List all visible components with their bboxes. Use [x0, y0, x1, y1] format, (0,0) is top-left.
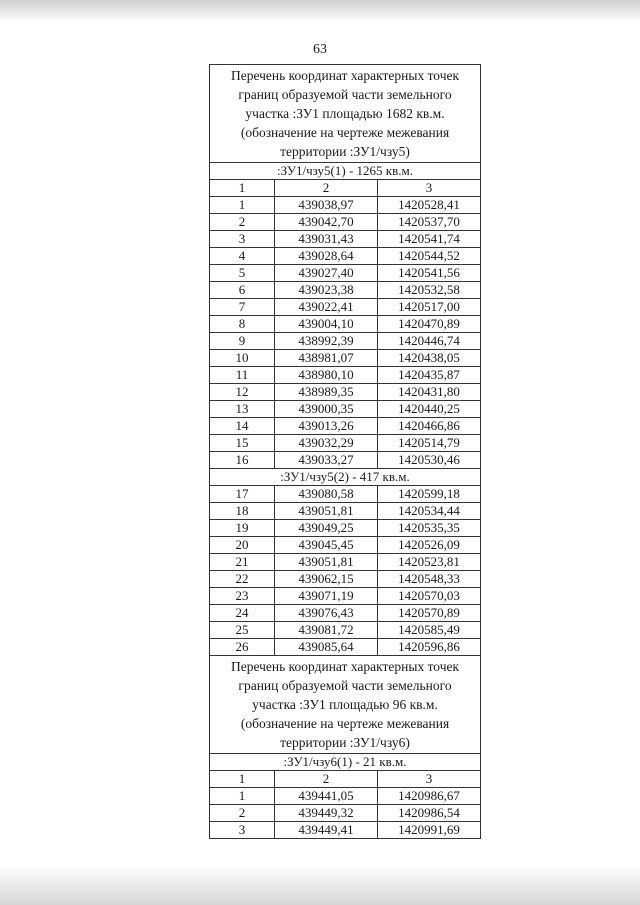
- coordinate-x: 439081,72: [275, 622, 378, 639]
- table-row: [210, 299, 481, 316]
- point-number: 1: [210, 788, 275, 805]
- table-row: [210, 248, 481, 265]
- coordinate-x: 438992,39: [275, 333, 378, 350]
- coordinate-x: 439022,41: [275, 299, 378, 316]
- table-row: [210, 282, 481, 299]
- coordinate-y: 1420528,41: [378, 197, 481, 214]
- section-title-row: [210, 469, 481, 486]
- coordinate-x: 439000,35: [275, 401, 378, 418]
- coordinate-y: 1420570,89: [378, 605, 481, 622]
- coordinate-x: 439032,29: [275, 435, 378, 452]
- point-number: 19: [210, 520, 275, 537]
- coordinate-y: 1420585,49: [378, 622, 481, 639]
- coordinate-x: 439013,26: [275, 418, 378, 435]
- point-number: 26: [210, 639, 275, 656]
- point-number: 21: [210, 554, 275, 571]
- coordinate-x: 439076,43: [275, 605, 378, 622]
- table-row: [210, 622, 481, 639]
- coordinate-y: 1420548,33: [378, 571, 481, 588]
- coordinate-y: 1420431,80: [378, 384, 481, 401]
- coordinate-y: 1420541,56: [378, 265, 481, 282]
- table-row: [210, 788, 481, 805]
- coordinate-y: 1420537,70: [378, 214, 481, 231]
- point-number: 15: [210, 435, 275, 452]
- coordinate-y: 1420514,79: [378, 435, 481, 452]
- coordinate-x: 438989,35: [275, 384, 378, 401]
- point-number: 7: [210, 299, 275, 316]
- table-row: [210, 503, 481, 520]
- coordinates-table-body: [210, 65, 481, 839]
- table-row: [210, 316, 481, 333]
- column-header: 1: [210, 771, 275, 788]
- table-heading: Перечень координат характерных точек границ образуемой части земельного участка :ЗУ1 площадью 96 кв.м. (обозначение на чертеже межевания территории :ЗУ1/чзу6): [210, 656, 481, 754]
- column-header: 2: [275, 771, 378, 788]
- table-row: [210, 520, 481, 537]
- table-heading: Перечень координат характерных точек границ образуемой части земельного участка :ЗУ1 площадью 1682 кв.м. (обозначение на чертеже межевания территории :ЗУ1/чзу5): [210, 65, 481, 163]
- column-header: 3: [378, 180, 481, 197]
- coordinate-y: 1420438,05: [378, 350, 481, 367]
- section-title-row: [210, 754, 481, 771]
- coordinate-x: 439062,15: [275, 571, 378, 588]
- table-row: [210, 384, 481, 401]
- coordinate-x: 439051,81: [275, 554, 378, 571]
- coordinate-y: 1420991,69: [378, 822, 481, 839]
- coordinate-y: 1420535,35: [378, 520, 481, 537]
- table-row: [210, 486, 481, 503]
- coordinates-table: [209, 64, 481, 839]
- table-row: [210, 418, 481, 435]
- table-row: [210, 805, 481, 822]
- point-number: 10: [210, 350, 275, 367]
- point-number: 25: [210, 622, 275, 639]
- table-row: [210, 350, 481, 367]
- page-number: 63: [313, 42, 327, 57]
- coordinate-x: 439085,64: [275, 639, 378, 656]
- coordinate-y: 1420470,89: [378, 316, 481, 333]
- table-row: [210, 571, 481, 588]
- coordinate-y: 1420541,74: [378, 231, 481, 248]
- coordinate-x: 439049,25: [275, 520, 378, 537]
- point-number: 20: [210, 537, 275, 554]
- coordinate-x: 439027,40: [275, 265, 378, 282]
- table-row: [210, 822, 481, 839]
- coordinate-y: 1420596,86: [378, 639, 481, 656]
- coordinate-x: 439045,45: [275, 537, 378, 554]
- point-number: 6: [210, 282, 275, 299]
- column-header: 3: [378, 771, 481, 788]
- table-row: [210, 265, 481, 282]
- point-number: 23: [210, 588, 275, 605]
- column-header-row: [210, 771, 481, 788]
- point-number: 1: [210, 197, 275, 214]
- coordinate-x: 439004,10: [275, 316, 378, 333]
- point-number: 5: [210, 265, 275, 282]
- point-number: 3: [210, 231, 275, 248]
- coordinate-x: 438980,10: [275, 367, 378, 384]
- table-row: [210, 588, 481, 605]
- table-row: [210, 197, 481, 214]
- coordinate-x: 439080,58: [275, 486, 378, 503]
- coordinate-y: 1420534,44: [378, 503, 481, 520]
- point-number: 16: [210, 452, 275, 469]
- coordinate-y: 1420532,58: [378, 282, 481, 299]
- table-row: [210, 435, 481, 452]
- table-row: [210, 214, 481, 231]
- point-number: 3: [210, 822, 275, 839]
- coordinate-x: 439028,64: [275, 248, 378, 265]
- point-number: 17: [210, 486, 275, 503]
- coordinate-y: 1420523,81: [378, 554, 481, 571]
- coordinate-y: 1420544,52: [378, 248, 481, 265]
- point-number: 22: [210, 571, 275, 588]
- point-number: 4: [210, 248, 275, 265]
- scan-bottom-shadow: [0, 865, 640, 905]
- section-title: :ЗУ1/чзу5(2) - 417 кв.м.: [210, 469, 481, 486]
- coordinate-y: 1420440,25: [378, 401, 481, 418]
- coordinate-x: 439071,19: [275, 588, 378, 605]
- coordinate-y: 1420530,46: [378, 452, 481, 469]
- coordinate-y: 1420986,67: [378, 788, 481, 805]
- coordinate-y: 1420446,74: [378, 333, 481, 350]
- coordinate-x: 439038,97: [275, 197, 378, 214]
- column-header-row: [210, 180, 481, 197]
- point-number: 11: [210, 367, 275, 384]
- table-row: [210, 554, 481, 571]
- point-number: 9: [210, 333, 275, 350]
- coordinate-x: 439033,27: [275, 452, 378, 469]
- coordinate-x: 439449,41: [275, 822, 378, 839]
- coordinate-y: 1420986,54: [378, 805, 481, 822]
- coordinate-x: 439031,43: [275, 231, 378, 248]
- column-header: 2: [275, 180, 378, 197]
- column-header: 1: [210, 180, 275, 197]
- point-number: 2: [210, 805, 275, 822]
- coordinate-y: 1420599,18: [378, 486, 481, 503]
- point-number: 13: [210, 401, 275, 418]
- coordinate-x: 438981,07: [275, 350, 378, 367]
- point-number: 14: [210, 418, 275, 435]
- coordinate-y: 1420435,87: [378, 367, 481, 384]
- coordinate-x: 439449,32: [275, 805, 378, 822]
- table-row: [210, 401, 481, 418]
- coordinate-x: 439051,81: [275, 503, 378, 520]
- table-heading-row: [210, 65, 481, 163]
- coordinate-y: 1420526,09: [378, 537, 481, 554]
- point-number: 24: [210, 605, 275, 622]
- coordinate-y: 1420570,03: [378, 588, 481, 605]
- table-heading-row: [210, 656, 481, 754]
- table-row: [210, 639, 481, 656]
- point-number: 2: [210, 214, 275, 231]
- coordinate-x: 439023,38: [275, 282, 378, 299]
- coordinate-x: 439042,70: [275, 214, 378, 231]
- table-row: [210, 231, 481, 248]
- coordinate-y: 1420517,00: [378, 299, 481, 316]
- point-number: 8: [210, 316, 275, 333]
- point-number: 12: [210, 384, 275, 401]
- coordinate-y: 1420466,86: [378, 418, 481, 435]
- section-title-row: [210, 163, 481, 180]
- coordinate-x: 439441,05: [275, 788, 378, 805]
- point-number: 18: [210, 503, 275, 520]
- table-row: [210, 333, 481, 350]
- table-row: [210, 367, 481, 384]
- table-row: [210, 605, 481, 622]
- scan-top-shadow: [0, 0, 640, 22]
- section-title: :ЗУ1/чзу6(1) - 21 кв.м.: [210, 754, 481, 771]
- section-title: :ЗУ1/чзу5(1) - 1265 кв.м.: [210, 163, 481, 180]
- table-row: [210, 452, 481, 469]
- table-row: [210, 537, 481, 554]
